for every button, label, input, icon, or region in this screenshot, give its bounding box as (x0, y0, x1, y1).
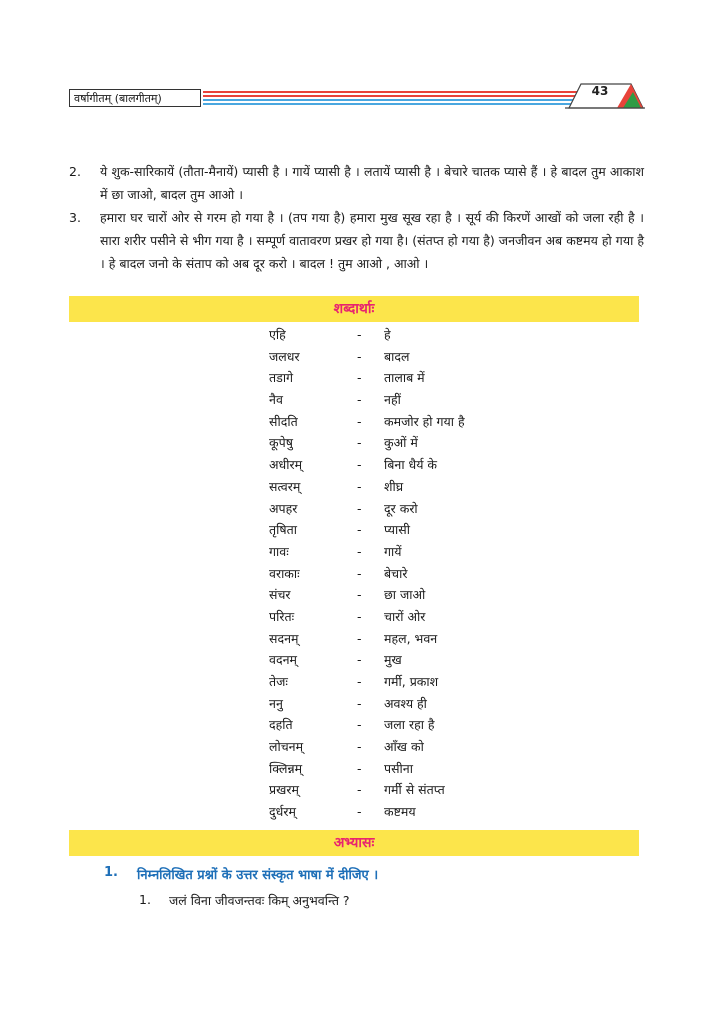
glossary-meaning: कमजोर हो गया है (384, 413, 465, 429)
glossary-separator: - (357, 543, 362, 559)
glossary-separator: - (357, 782, 362, 798)
glossary-entry (0, 801, 724, 823)
glossary-separator: - (357, 739, 362, 755)
glossary-word: अधीरम् (269, 457, 303, 473)
glossary-meaning: महल, भवन (384, 630, 438, 646)
glossary-word: गावः (269, 543, 289, 559)
glossary-list (0, 324, 724, 823)
paragraph-2 (69, 160, 644, 206)
glossary-word: नैव (269, 392, 283, 408)
glossary-separator: - (357, 695, 362, 711)
glossary-meaning: चारों ओर (384, 608, 426, 624)
glossary-meaning: बिना धैर्य के (384, 457, 438, 473)
paragraph-number: 2. (69, 164, 81, 179)
glossary-separator: - (357, 565, 362, 581)
glossary-word: वदनम् (269, 652, 298, 668)
glossary-word: कूपेषु (269, 435, 293, 451)
glossary-meaning: गर्मी से संतप्त (384, 782, 445, 798)
glossary-separator: - (357, 608, 362, 624)
glossary-word: संचर (269, 587, 291, 603)
glossary-separator: - (357, 348, 362, 364)
glossary-entry (0, 758, 724, 780)
paragraph-text: हमारा घर चारों ओर से गरम हो गया है । (तप गया है) हमारा मुख सूख रहा है । सूर्य की किरणें आखों को जला रही है । सारा शरीर पसीने से भीग गया है । सम्पूर्ण वातावरण प्रखर हो गया है। (संतप्त हो गया है) जनजीवन अब कष्टमय हो गया है । हे बादल जनो के संताप को अब दूर करो । बादल ! तुम आओ , आओ । (100, 210, 644, 271)
glossary-entry (0, 367, 724, 389)
sub-question (139, 892, 639, 909)
paragraph-number: 3. (69, 210, 81, 225)
glossary-word: अपहर (269, 500, 298, 516)
glossary-word: दुर्धरम् (269, 804, 296, 820)
glossary-entry (0, 563, 724, 585)
glossary-entry (0, 779, 724, 801)
glossary-entry (0, 519, 724, 541)
glossary-separator: - (357, 760, 362, 776)
glossary-word: सीदति (269, 413, 298, 429)
glossary-word: तडागे (269, 370, 294, 386)
sub-question-text: जलं विना जीवजन्तवः किम् अनुभवन्ति ? (169, 893, 350, 908)
question-heading (104, 865, 644, 883)
glossary-entry (0, 671, 724, 693)
glossary-entry (0, 476, 724, 498)
glossary-word: परितः (269, 608, 295, 624)
glossary-entry (0, 606, 724, 628)
glossary-entry (0, 584, 724, 606)
glossary-entry (0, 714, 724, 736)
glossary-separator: - (357, 717, 362, 733)
glossary-word: तृषिता (269, 522, 297, 538)
glossary-separator: - (357, 370, 362, 386)
glossary-separator: - (357, 392, 362, 408)
glossary-meaning: शीघ्र (384, 478, 404, 494)
glossary-meaning: छा जाओ (384, 587, 426, 603)
glossary-word: सदनम् (269, 630, 299, 646)
glossary-separator: - (357, 522, 362, 538)
glossary-separator: - (357, 435, 362, 451)
glossary-entry (0, 389, 724, 411)
glossary-entry (0, 432, 724, 454)
glossary-meaning: बादल (384, 348, 410, 364)
glossary-entry (0, 649, 724, 671)
glossary-meaning: दूर करो (384, 500, 418, 516)
glossary-word: सत्वरम् (269, 478, 301, 494)
glossary-meaning: आँख को (384, 739, 424, 755)
glossary-meaning: प्यासी (384, 522, 410, 538)
header-rule-red (203, 91, 583, 93)
glossary-separator: - (357, 413, 362, 429)
glossary-word: दहति (269, 717, 293, 733)
glossary-separator: - (357, 457, 362, 473)
glossary-separator: - (357, 652, 362, 668)
question-number: 1. (104, 865, 118, 880)
glossary-entry (0, 411, 724, 433)
glossary-separator: - (357, 478, 362, 494)
glossary-word: प्रखरम् (269, 782, 299, 798)
glossary-separator: - (357, 587, 362, 603)
glossary-word: जलधर (269, 348, 300, 364)
chapter-title: वर्षागीतम् (बालगीतम्) (69, 89, 201, 107)
glossary-meaning: जला रहा है (384, 717, 435, 733)
exercise-heading: अभ्यासः (69, 830, 639, 856)
header-rule-blue (203, 99, 583, 101)
glossary-entry (0, 454, 724, 476)
glossary-word: ननु (269, 695, 283, 711)
glossary-separator: - (357, 327, 362, 342)
glossary-word: क्लिन्नम् (269, 760, 303, 776)
glossary-meaning: मुख (384, 652, 402, 668)
glossary-meaning: गर्मी, प्रकाश (384, 674, 439, 689)
glossary-word: वराकाः (269, 565, 300, 581)
glossary-meaning: कुओं में (384, 435, 418, 451)
paragraph-text: ये शुक-सारिकायें (तौता-मैनायें) प्यासी है । गायें प्यासी है । लतायें प्यासी है । बेचारे चातक प्यासे हैं । हे बादल तुम आकाश में छा जाओ, बादल तुम आओ । (100, 164, 644, 202)
glossary-separator: - (357, 500, 362, 516)
glossary-entry (0, 346, 724, 368)
glossary-word: लोचनम् (269, 739, 304, 755)
glossary-word: एहि (269, 327, 286, 342)
glossary-meaning: गायें (384, 543, 402, 559)
header-rule-blue (203, 103, 583, 105)
glossary-entry (0, 541, 724, 563)
glossary-meaning: तालाब में (384, 370, 425, 386)
question-text: निम्नलिखित प्रश्नों के उत्तर संस्कृत भाषा में दीजिए । (137, 868, 379, 883)
glossary-meaning: अवश्य ही (384, 695, 427, 711)
glossary-meaning: पसीना (384, 760, 413, 776)
glossary-meaning: हे (384, 327, 391, 342)
page-number: 43 (591, 84, 609, 98)
glossary-heading: शब्दार्थाः (69, 296, 639, 322)
glossary-entry (0, 628, 724, 650)
glossary-meaning: बेचारे (384, 565, 408, 581)
glossary-meaning: कष्टमय (384, 804, 416, 820)
glossary-entry (0, 498, 724, 520)
glossary-entry (0, 324, 724, 346)
glossary-separator: - (357, 630, 362, 646)
glossary-separator: - (357, 804, 362, 820)
glossary-meaning: नहीं (384, 392, 401, 408)
glossary-entry (0, 736, 724, 758)
glossary-separator: - (357, 674, 362, 689)
glossary-word: तेजः (269, 674, 288, 689)
glossary-entry (0, 693, 724, 715)
sub-question-number: 1. (139, 892, 151, 907)
header-rule-red (203, 95, 583, 97)
paragraph-3 (69, 206, 644, 275)
